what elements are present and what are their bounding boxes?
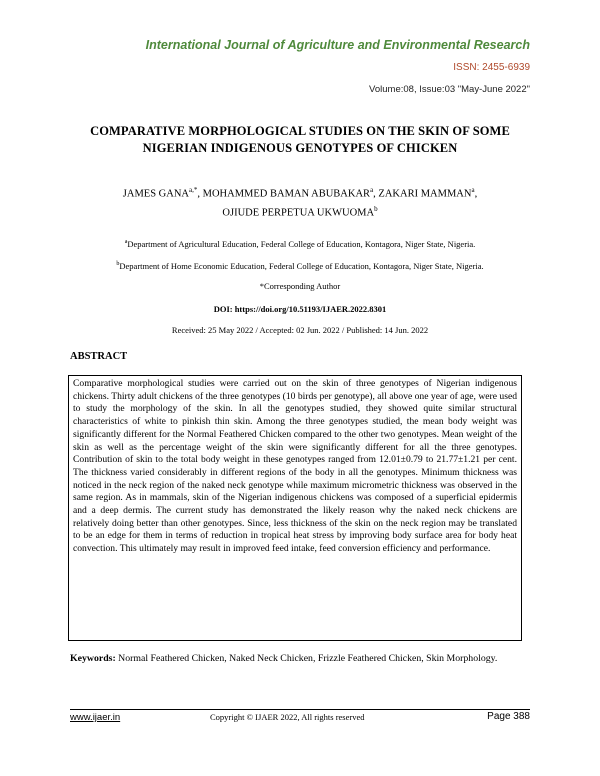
authors-line-1 bbox=[70, 183, 530, 202]
page-number: Page 388 bbox=[487, 711, 530, 722]
footer-copyright: Copyright © IJAER 2022, All rights reserved bbox=[210, 712, 365, 722]
abstract-heading: ABSTRACT bbox=[70, 351, 128, 362]
volume-issue: Volume:08, Issue:03 "May-June 2022" bbox=[369, 84, 530, 95]
affiliation-a bbox=[70, 239, 530, 249]
affiliation-text: Department of Agricultural Education, Federal College of Education, Kontagora, Niger State, Nigeria. bbox=[127, 239, 476, 249]
title-line-2: NIGERIAN INDIGENOUS GENOTYPES OF CHICKEN bbox=[142, 141, 458, 155]
affiliation-text: Department of Home Economic Education, Federal College of Education, Kontagora, Niger State, Nigeria. bbox=[119, 261, 484, 271]
affiliation-sup: b bbox=[116, 261, 120, 268]
author-list bbox=[70, 183, 530, 220]
author-separator: , bbox=[197, 188, 203, 200]
author-name: JAMES GANA bbox=[122, 188, 190, 200]
abstract-text: Comparative morphological studies were carried out on the skin of three genotypes of Nigerian indigenous chickens. Thirty adult chickens of the three genotypes (10 birds per genotype), all above one year of age, were used to study the morphology of the skin. In all the genotypes studied, they showed quite similar structural characteristics of white to pinkish thin skin. Among the three genotypes studied, the mean body weight was significantly different for the Normal Feathered Chicken compared to the other two genotypes. Mean weight of the skin as well as the percentage weight of the skin were significantly different for all the three genotypes. Contribution of skin to the total body weight in these genotypes ranged from 12.01±0.79 to 21.77±1.21 per cent. The thickness varied considerably in different regions of the body in all the genotypes. Minimum thickness was noticed in the neck region of the naked neck genotype while maximum micrometric thickness was observed in the same region. As in mammals, skin of the Nigerian indigenous chickens was composed of a superficial epidermis and a deep dermis. The current study has demonstrated the likely reason why the naked neck chickens are relatively doing better than other genotypes. Since, less thickness of the skin on the neck region may be translated to be an edge for them in terms of reduction in tropical heat stress by improving body surface area for body heat convection. This ultimately may result in improved feed intake, feed conversion efficiency and performance. bbox=[68, 375, 522, 641]
keywords bbox=[70, 651, 530, 666]
affiliation-sup: a bbox=[124, 239, 128, 246]
corresponding-author: *Corresponding Author bbox=[259, 281, 341, 291]
author-name: ZAKARI MAMMAN bbox=[378, 188, 472, 200]
authors-line-2 bbox=[70, 202, 530, 221]
author-name: MOHAMMED BAMAN ABUBAKAR bbox=[202, 188, 371, 200]
author-sup: a,* bbox=[189, 186, 198, 194]
keywords-text: Normal Feathered Chicken, Naked Neck Chicken, Frizzle Feathered Chicken, Skin Morphology. bbox=[115, 653, 498, 664]
author-sup: a bbox=[370, 186, 374, 194]
author-sup: b bbox=[374, 204, 378, 213]
footer-site-link[interactable]: www.ijaer.in bbox=[70, 712, 121, 723]
title-line-1: COMPARATIVE MORPHOLOGICAL STUDIES ON THE SKIN OF SOME bbox=[90, 124, 510, 138]
author-name: OJIUDE PERPETUA UKWUOMA bbox=[222, 207, 375, 218]
footer-divider bbox=[70, 709, 530, 710]
doi-link[interactable]: DOI: https://doi.org/10.51193/IJAER.2022.8301 bbox=[213, 304, 387, 314]
article-title bbox=[70, 123, 530, 157]
affiliation-b bbox=[70, 261, 530, 271]
journal-name: International Journal of Agriculture and Environmental Research bbox=[145, 38, 530, 52]
keywords-label: Keywords: bbox=[70, 653, 116, 664]
issn: ISSN: 2455-6939 bbox=[453, 62, 530, 73]
author-sup: a bbox=[471, 186, 475, 194]
author-separator: , bbox=[373, 188, 379, 200]
publication-dates: Received: 25 May 2022 / Accepted: 02 Jun. 2022 / Published: 14 Jun. 2022 bbox=[171, 325, 429, 335]
author-separator: , bbox=[474, 188, 478, 200]
